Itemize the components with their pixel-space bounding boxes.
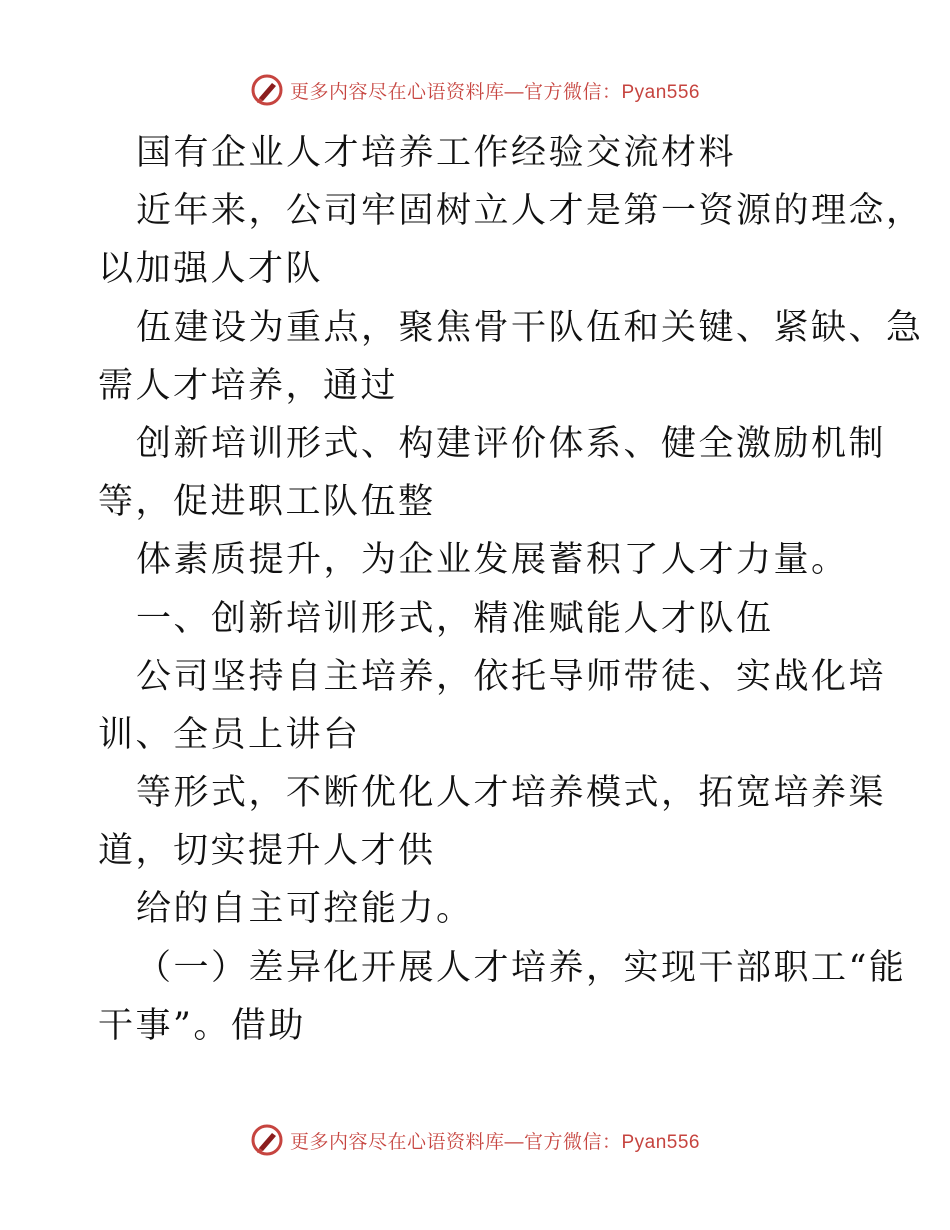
text-line: 伍建设为重点，聚焦骨干队伍和关键、紧缺、急 [136, 307, 924, 348]
footer-watermark [0, 1120, 950, 1160]
text-line: 给的自主可控能力。 [136, 889, 474, 930]
text-line: 近年来，公司牢固树立人才是第一资源的理念， [136, 191, 924, 232]
text-line: 国有企业人才培养工作经验交流材料 [136, 133, 737, 173]
pen-logo-icon [250, 1123, 284, 1157]
text-line: 公司坚持自主培养，依托导师带徒、实战化培 [136, 656, 887, 697]
pen-logo-icon [250, 73, 284, 107]
watermark-text: 更多内容尽在心语资料库—官方微信：Pyan556 [289, 81, 700, 103]
text-line: 等形式，不断优化人才培养模式，拓宽培养渠 [136, 773, 887, 814]
text-line: 一、创新培训形式，精准赋能人才队伍 [136, 598, 774, 639]
text-line: 干事”。借助 [98, 1005, 306, 1046]
text-line: 训、全员上讲台 [98, 714, 361, 755]
text-line: 道，切实提升人才供 [98, 831, 436, 872]
document-body [98, 124, 924, 1055]
header-watermark [0, 70, 950, 110]
text-line: 等，促进职工队伍整 [98, 482, 436, 523]
text-line: （一）差异化开展人才培养，实现干部职工“能 [136, 947, 907, 988]
watermark-text: 更多内容尽在心语资料库—官方微信：Pyan556 [289, 1131, 700, 1153]
text-line: 体素质提升，为企业发展蓄积了人才力量。 [136, 540, 849, 581]
text-line: 需人才培养，通过 [98, 365, 399, 406]
text-line: 创新培训形式、构建评价体系、健全激励机制 [136, 423, 887, 464]
text-line: 以加强人才队 [98, 249, 324, 290]
